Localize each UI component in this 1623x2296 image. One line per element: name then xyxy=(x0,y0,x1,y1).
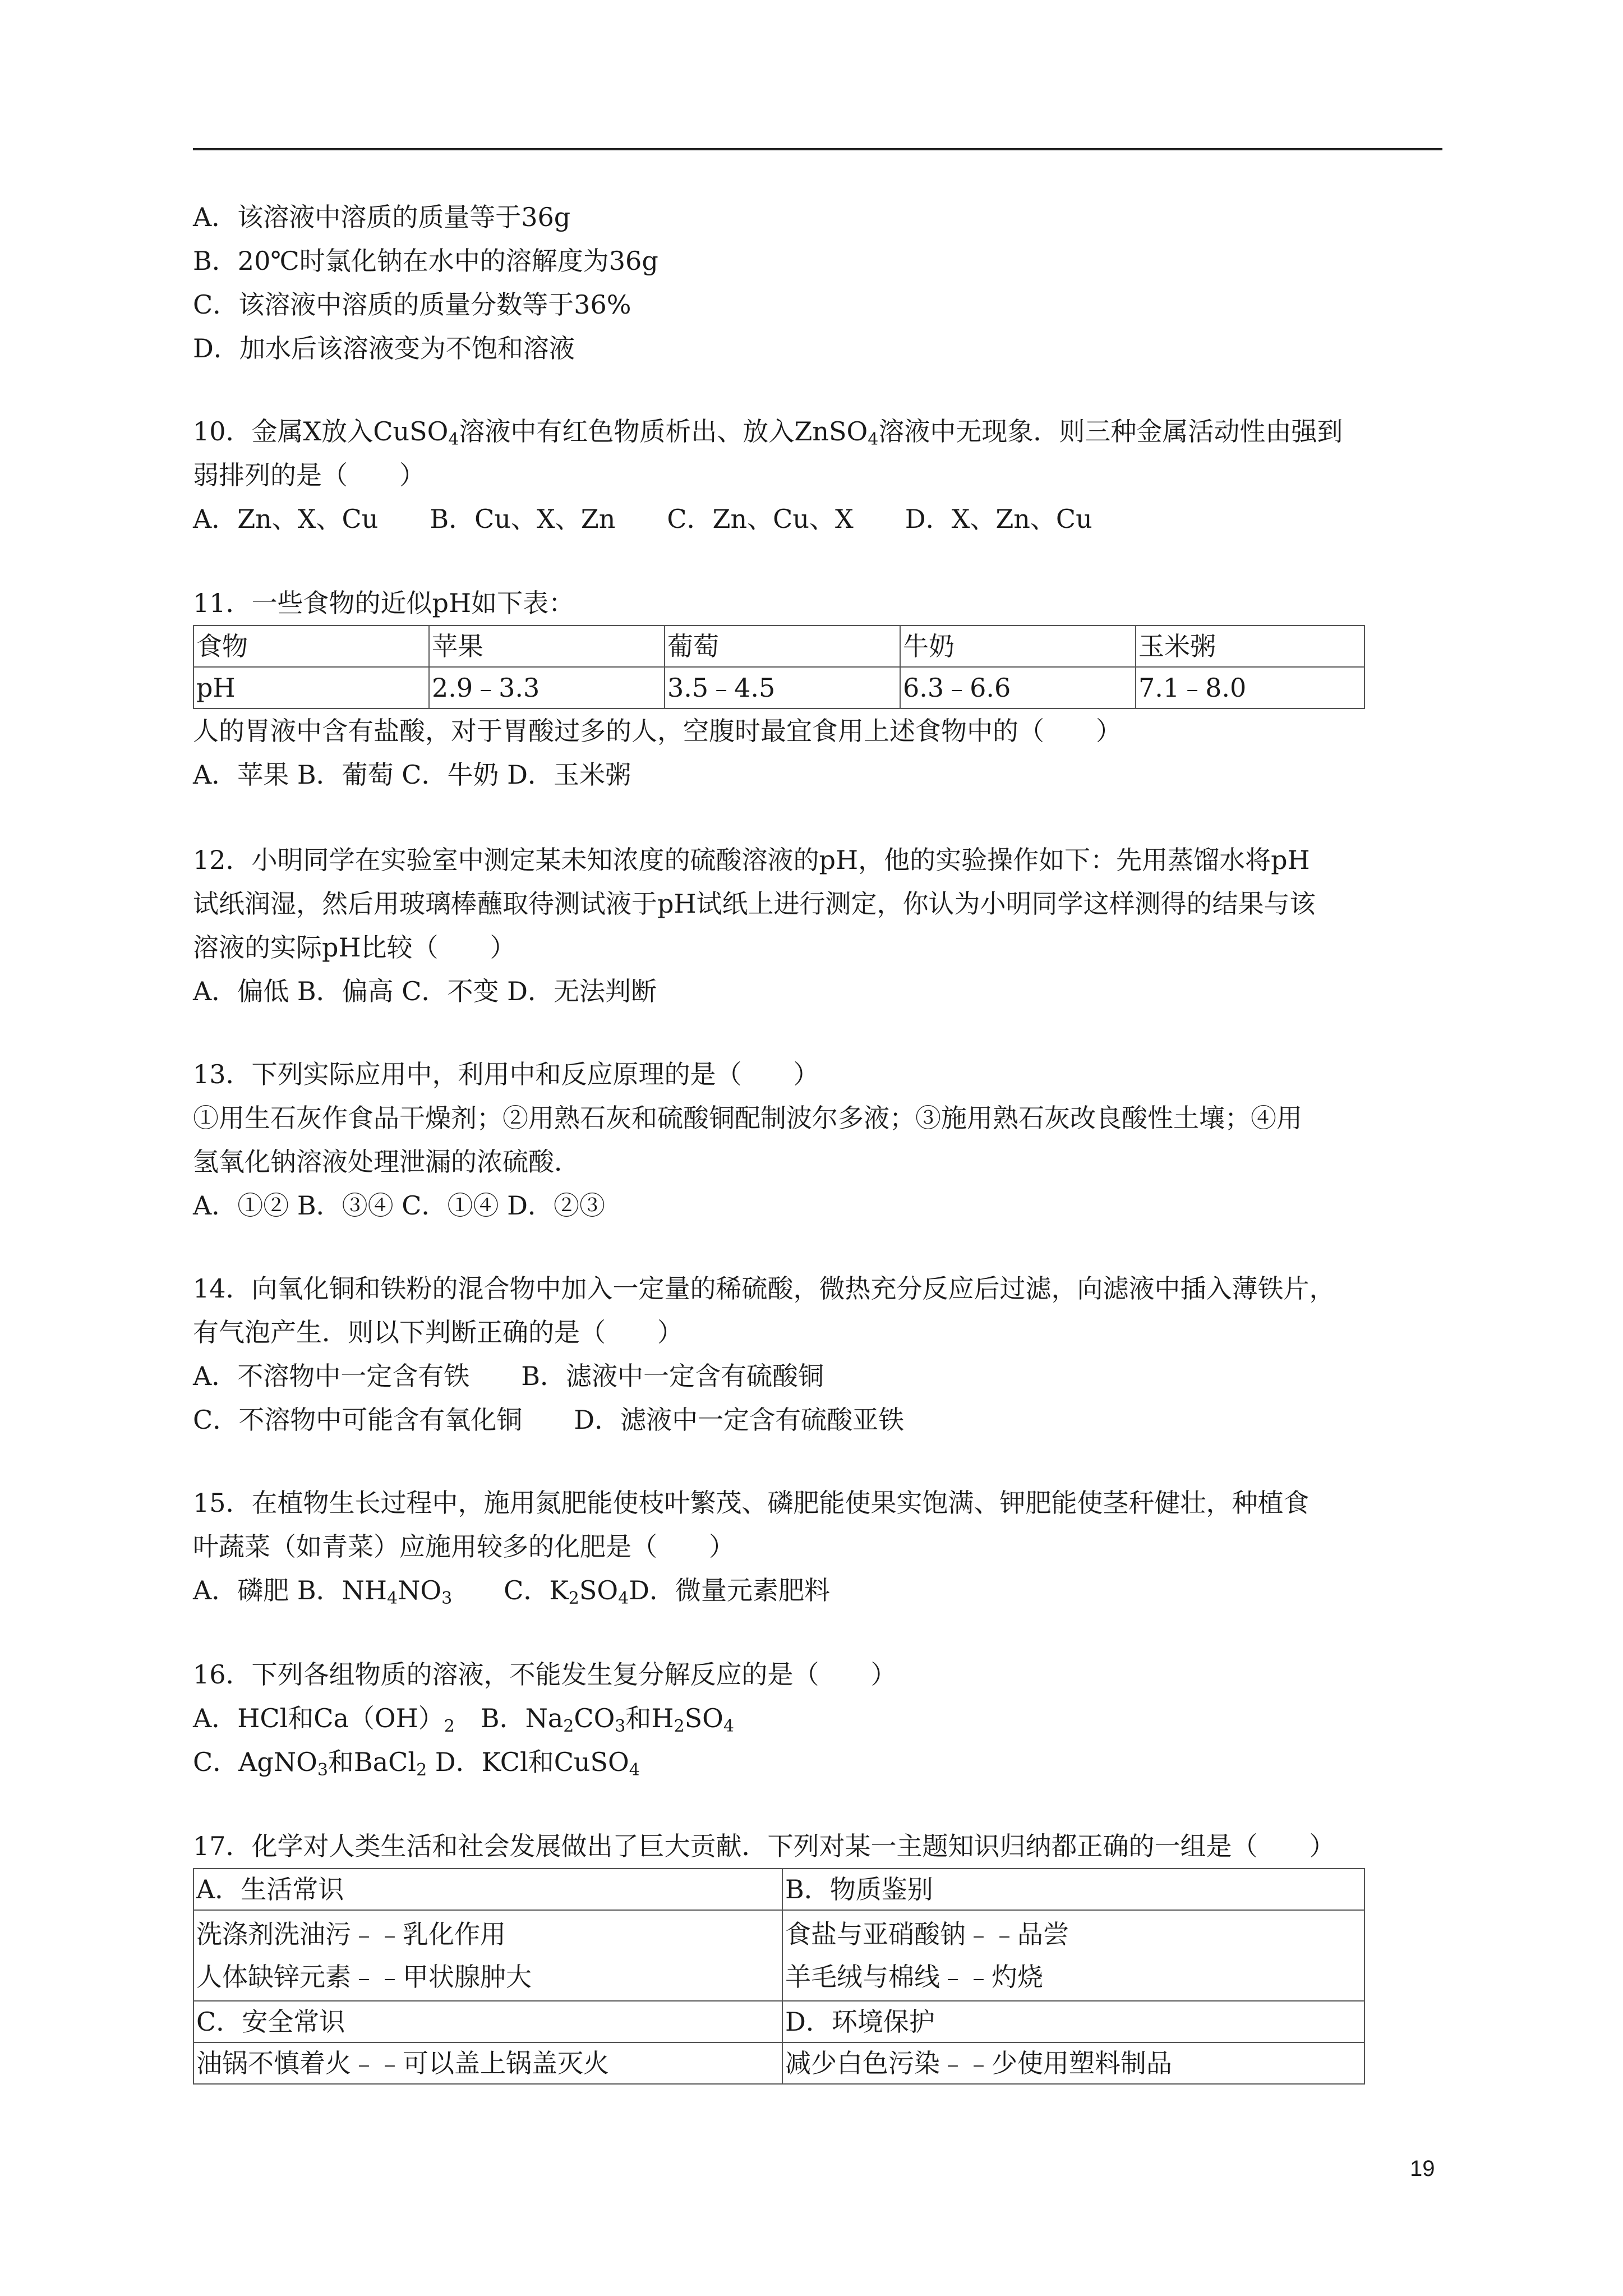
question-16 xyxy=(193,1653,1444,1784)
table-cell: 7.1﹣8.0 xyxy=(1136,667,1364,708)
question-16-options-cd: C．AgNO$_3$和BaCl$_2$ D．KCl和CuSO$_4$ xyxy=(193,1747,640,1780)
option-b: B．20℃时氯化钠在水中的溶解度为36g xyxy=(193,246,658,276)
question-12-line2: 试纸润湿，然后用玻璃棒蘸取待测试液于pH试纸上进行测定，你认为小明同学这样测得的结果与该 xyxy=(193,889,1316,919)
question-14-options-1: A．不溶物中一定含有铁 B．滤液中一定含有硫酸铜 xyxy=(193,1361,824,1391)
table-cell: pH xyxy=(193,667,429,708)
question-13-line3: 氢氧化钠溶液处理泄漏的浓硫酸． xyxy=(193,1147,580,1177)
table-row xyxy=(193,2001,1364,2042)
table-cell: 食盐与亚硝酸钠﹣﹣品尝 羊毛绒与棉线﹣﹣灼烧 xyxy=(782,1910,1364,2001)
table-cell: 3.5﹣4.5 xyxy=(665,667,900,708)
table-cell: 洗涤剂洗油污﹣﹣乳化作用 人体缺锌元素﹣﹣甲状腺肿大 xyxy=(193,1910,782,2001)
table-cell: B．物质鉴别 xyxy=(782,1869,1364,1910)
question-15-line1: 15．在植物生长过程中，施用氮肥能使枝叶繁茂、磷肥能使果实饱满、钾肥能使茎秆健壮，种植食 xyxy=(193,1488,1310,1518)
table-cell: 苹果 xyxy=(429,625,665,667)
option-a: A．该溶液中溶质的质量等于36g xyxy=(193,202,571,232)
question-10-stem-line2: 弱排列的是（ ） xyxy=(193,460,425,490)
table-row xyxy=(193,1910,1364,2001)
question-12-line3: 溶液的实际pH比较（ ） xyxy=(193,932,516,963)
question-12-options: A．偏低 B．偏高 C．不变 D．无法判断 xyxy=(193,976,657,1006)
table-cell: D．环境保护 xyxy=(782,2001,1364,2042)
page-number: 19 xyxy=(1410,2156,1435,2181)
question-13 xyxy=(193,1052,1444,1227)
table-cell: 2.9﹣3.3 xyxy=(429,667,665,708)
table-row xyxy=(193,1869,1364,1910)
table-cell: 牛奶 xyxy=(900,625,1136,667)
option-d: D．加水后该溶液变为不饱和溶液 xyxy=(193,333,575,364)
table-row xyxy=(193,667,1364,708)
ph-table xyxy=(193,625,1365,709)
option-c: C．该溶液中溶质的质量分数等于36% xyxy=(193,289,631,320)
question-14-line2: 有气泡产生．则以下判断正确的是（ ） xyxy=(193,1317,683,1347)
question-17 xyxy=(193,1824,1444,2085)
question-14-options-2: C．不溶物中可能含有氧化铜 D．滤液中一定含有硫酸亚铁 xyxy=(193,1405,905,1435)
table-cell: 葡萄 xyxy=(665,625,900,667)
question-11-options: A．苹果 B．葡萄 C．牛奶 D．玉米粥 xyxy=(193,760,631,790)
question-11-stem: 11．一些食物的近似pH如下表： xyxy=(193,588,575,618)
question-14-line1: 14．向氧化铜和铁粉的混合物中加入一定量的稀硫酸，微热充分反应后过滤，向滤液中插入薄铁片， xyxy=(193,1273,1335,1304)
question-10-options: A．Zn、X、Cu B．Cu、X、Zn C．Zn、Cu、X D．X、Zn、Cu xyxy=(193,504,1092,534)
question-12-line1: 12．小明同学在实验室中测定某未知浓度的硫酸溶液的pH，他的实验操作如下：先用蒸馏水将pH xyxy=(193,845,1310,875)
table-cell: 油锅不慎着火﹣﹣可以盖上锅盖灭火 xyxy=(193,2042,782,2084)
table-cell: 玉米粥 xyxy=(1136,625,1364,667)
question-13-line1: 13．下列实际应用中，利用中和反应原理的是（ ） xyxy=(193,1059,819,1089)
question-16-stem: 16．下列各组物质的溶液，不能发生复分解反应的是（ ） xyxy=(193,1659,897,1690)
table-row xyxy=(193,625,1364,667)
question-11 xyxy=(193,581,1444,797)
table-cell: 食物 xyxy=(193,625,429,667)
question-9-options xyxy=(193,195,1444,370)
question-10-stem-line1: 10．金属X放入CuSO$_4$溶液中有红色物质析出、放入ZnSO$_4$溶液中无现象．则三种金属活动性由强到 xyxy=(193,416,1343,449)
table-cell: 减少白色污染﹣﹣少使用塑料制品 xyxy=(782,2042,1364,2084)
table-cell: 6.3﹣6.6 xyxy=(900,667,1136,708)
question-17-stem: 17．化学对人类生活和社会发展做出了巨大贡献．下列对某一主题知识归纳都正确的一组是（ ） xyxy=(193,1831,1335,1861)
table-cell: C．安全常识 xyxy=(193,2001,782,2042)
question-13-options: A．①② B．③④ C．①④ D．②③ xyxy=(193,1190,605,1221)
header-rule xyxy=(193,148,1442,150)
question-15 xyxy=(193,1481,1444,1612)
knowledge-table xyxy=(193,1868,1365,2085)
question-16-options-ab: A．HCl和$Ca(OH)_2$ B．$Na_2CO_3$和$H_2SO_4$ xyxy=(193,1703,734,1736)
question-12 xyxy=(193,838,1444,1013)
table-cell: A．生活常识 xyxy=(193,1869,782,1910)
question-15-line2: 叶蔬菜（如青菜）应施用较多的化肥是（ ） xyxy=(193,1531,735,1562)
table-row xyxy=(193,2042,1364,2084)
question-14 xyxy=(193,1267,1444,1442)
question-11-question: 人的胃液中含有盐酸，对于胃酸过多的人，空腹时最宜食用上述食物中的（ ） xyxy=(193,716,1122,746)
question-13-line2: ①用生石灰作食品干燥剂；②用熟石灰和硫酸铜配制波尔多液；③施用熟石灰改良酸性土壤；④用 xyxy=(193,1103,1302,1133)
question-15-options: A．磷肥 B．$NH_4NO_3$ C．$K_2SO_4D$．微量元素肥料 xyxy=(193,1575,831,1608)
question-10 xyxy=(193,409,1444,541)
